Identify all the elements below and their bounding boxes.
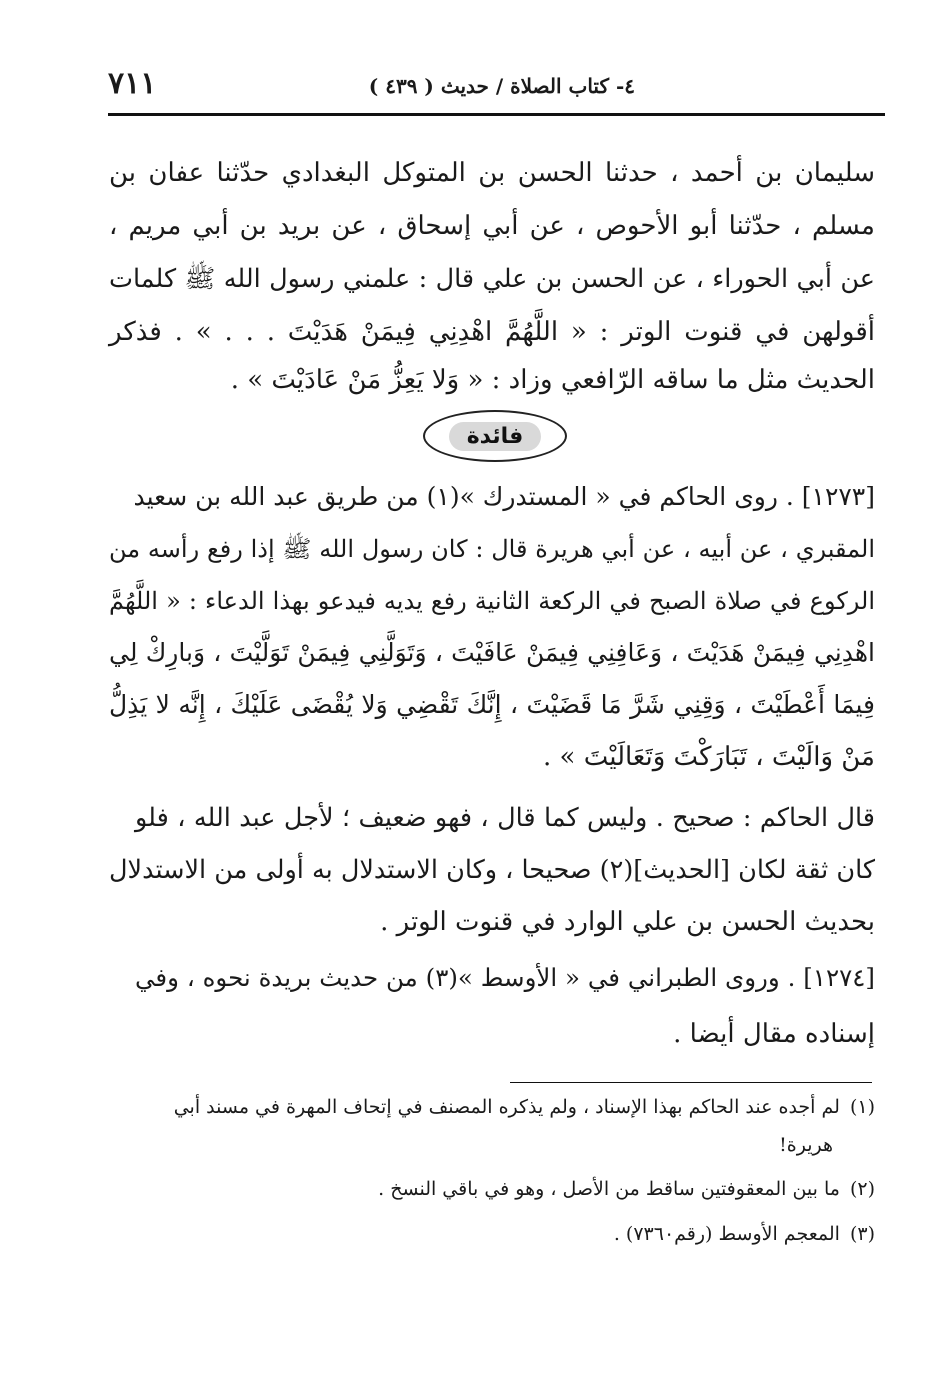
footnote-text: المعجم الأوسط (رقم٧٣٦٠) . [613,1223,840,1245]
text-line: سليمان بن أحمد ، حدثنا الحسن بن المتوكل البغدادي حدّثنا عفان بن [109,158,875,188]
footnote-text: هريرة! [779,1134,833,1156]
text-line: كان ثقة لكان [الحديث](٢) صحيحا ، وكان الاستدلال به أولى من الاستدلال [109,855,876,885]
text-line: المقبري ، عن أبيه ، عن أبي هريرة قال : كان رسول الله ﷺ إذا رفع رأسه من [109,535,875,563]
text-line: مَنْ وَالَيْتَ ، تَبَارَكْتَ وَتَعَالَيْتَ » . [543,742,875,772]
footnote-text: ما بين المعقوفتين ساقط من الأصل ، وهو في باقي النسخ . [378,1178,840,1200]
text-line: عن أبي الحوراء ، عن الحسن بن علي قال : علمني رسول الله ﷺ كلمات [109,264,875,294]
text-line: أقولهن في قنوت الوتر : « اللَّهُمَّ اهْدِنِي فِيمَنْ هَدَيْتَ . . . » . فذكر [109,317,875,347]
footnote-text: لم أجده عند الحاكم بهذا الإسناد ، ولم يذكره المصنف في إتحاف المهرة في مسند أبي [173,1096,840,1118]
text-line: [١٢٧٣] . روى الحاكم في « المستدرك »(١) من طريق عبد الله بن سعيد [133,482,875,511]
text-line: الحديث مثل ما ساقه الرّافعي وزاد : « وَلا يَعِزُّ مَنْ عَادَيْتَ » . [230,365,875,395]
text-line: فِيمَا أَعْطَيْتَ ، وَقِنِي شَرَّ مَا قَضَيْتَ ، إِنَّكَ تَقْضِي وَلا يُقْضَى عَلَيْكَ ، إِنَّه لا يَذِلُّ [109,690,875,719]
running-title: ٤- كتاب الصلاة / حديث ( ٤٣٩ ) [368,74,635,98]
text-line: [١٢٧٤] . وروى الطبراني في « الأوسط »(٣) من حديث بريدة نحوه ، وفي [135,963,875,992]
text-line: الركوع في صلاة الصبح في الركعة الثانية رفع يديه فيدعو بهذا الدعاء : « اللَّهُمَّ [109,587,875,615]
page-number: ٧١١ [108,66,157,101]
text-line: قال الحاكم : صحيح . وليس كما قال ، فهو ضعيف ؛ لأجل عبد الله ، فلو [135,803,875,833]
footnote-3 [105,1219,875,1249]
footnote-1 [105,1092,875,1122]
footnote-number: (٢) [849,1178,875,1200]
footnote-1-continued [63,1130,833,1160]
footnote-number: (١) [849,1096,875,1118]
page-header [108,66,885,104]
text-line: مسلم ، حدّثنا أبو الأحوص ، عن أبي إسحاق ، عن بريد بن أبي مريم ، [109,211,875,241]
header-rule [108,113,885,116]
footnote-number: (٣) [849,1223,875,1245]
faida-badge [423,410,567,462]
faida-label: فائدة [449,422,542,451]
text-line: بحديث الحسن بن علي الوارد في قنوت الوتر . [380,907,875,937]
footnote-rule [510,1082,872,1083]
text-line: إسناده مقال أيضا . [673,1019,875,1049]
footnote-2 [105,1174,875,1204]
text-line: اهْدِنِي فِيمَنْ هَدَيْتَ ، وَعَافِنِي فِيمَنْ عَافَيْتَ ، وَتَوَلَّنِي فِيمَنْ تَوَلَّيْتَ ، وَبارِكْ لِي [109,638,875,667]
